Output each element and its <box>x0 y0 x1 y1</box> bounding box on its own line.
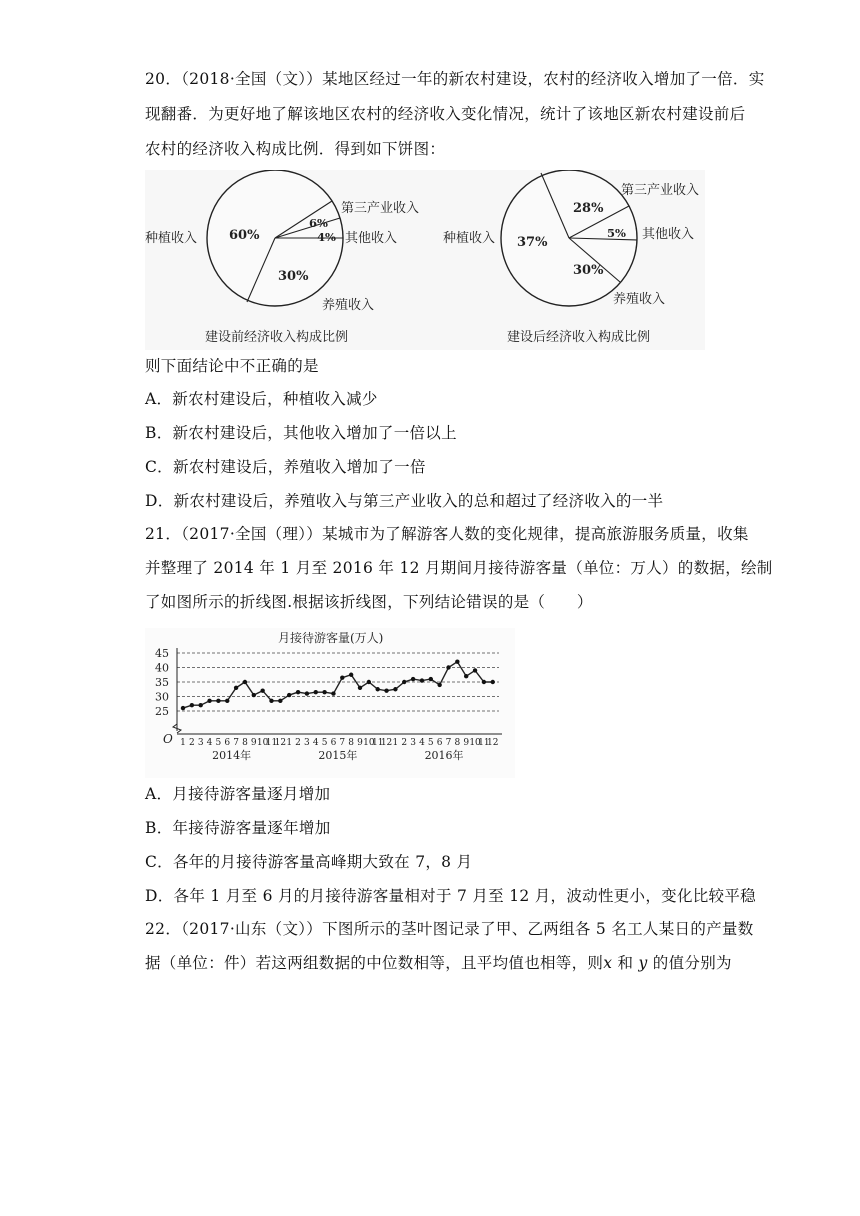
q20-line-2: 现翻番．为更好地了解该地区农村的经济收入变化情况，统计了该地区新农村建设前后 <box>145 105 746 123</box>
x-tick-label: 7 <box>445 738 452 748</box>
data-point <box>491 680 495 684</box>
data-point <box>455 660 459 664</box>
data-point <box>376 687 380 691</box>
x-tick-label: 12 <box>380 738 393 748</box>
variable-y: y <box>638 954 648 972</box>
data-point <box>260 689 264 693</box>
data-point <box>199 703 203 707</box>
q21-line-3: 了如图所示的折线图.根据该折线图，下列结论错误的是（ ） <box>145 593 593 611</box>
data-point <box>384 689 388 693</box>
pie2-value-disan: 28% <box>573 201 604 216</box>
x-tick-label: 3 <box>304 738 310 748</box>
x-tick-label: 5 <box>321 738 328 748</box>
year-label: 2016年 <box>424 749 464 762</box>
q22-line-2-prefix: 据（单位：件）若这两组数据的中位数相等，且平均值也相等，则 <box>145 954 604 972</box>
pie1-title: 建设前经济收入构成比例 <box>205 330 349 345</box>
x-tick-label: 9 <box>463 738 470 748</box>
data-point <box>402 680 406 684</box>
x-tick-label: 4 <box>312 738 319 748</box>
data-point <box>482 680 486 684</box>
x-tick-label: 4 <box>206 738 213 748</box>
x-tick-label: 2 <box>295 738 301 748</box>
pie1-label-qita: 其他收入 <box>345 231 398 246</box>
x-tick-label: 9 <box>357 738 363 748</box>
x-tick-label: 1 <box>286 738 293 748</box>
pie2-label-qita: 其他收入 <box>642 227 695 242</box>
x-tick-label: 3 <box>197 738 204 748</box>
pie2-label-yangzhi: 养殖收入 <box>613 292 666 307</box>
pie1-value-yangzhi: 30% <box>278 269 309 284</box>
data-point <box>287 693 291 697</box>
q20-line-3: 农村的经济收入构成比例．得到如下饼图： <box>145 140 446 158</box>
x-tick-label: 1 <box>180 738 186 748</box>
pie1-label-disan: 第三产业收入 <box>341 201 420 216</box>
variable-x: x <box>603 954 613 972</box>
x-tick-label: 6 <box>224 738 231 748</box>
data-point <box>181 706 185 710</box>
x-tick-label: 5 <box>427 738 434 748</box>
x-tick-label: 6 <box>436 738 443 748</box>
pie2-value-zhongzhi: 37% <box>517 235 548 250</box>
pie1-label-zhongzhi: 种植收入 <box>145 231 198 246</box>
pie2-value-yangzhi: 30% <box>573 263 604 278</box>
x-tick-label: 11 <box>265 738 278 748</box>
x-tick-label: 11 <box>371 738 384 748</box>
x-tick-label: 9 <box>250 738 257 748</box>
x-tick-label: 6 <box>330 738 337 748</box>
pie1-label-yangzhi: 养殖收入 <box>322 298 375 313</box>
q21-option-b: B．年接待游客量逐年增加 <box>145 819 331 837</box>
pie2-value-qita: 5% <box>607 226 626 240</box>
x-tick-label: 10 <box>363 738 375 748</box>
x-tick-label: 2 <box>401 738 408 748</box>
data-point <box>473 668 477 672</box>
data-point <box>269 699 273 703</box>
data-point <box>437 683 441 687</box>
x-tick-label: 8 <box>242 738 248 748</box>
data-point <box>305 691 309 695</box>
y-tick-label: 30 <box>155 690 169 704</box>
q21-option-d: D．各年 1 月至 6 月的月接待游客量相对于 7 月至 12 月，波动性更小，变化比较平稳 <box>145 887 756 905</box>
data-point <box>243 680 247 684</box>
q20-option-a: A．新农村建设后，种植收入减少 <box>145 390 378 408</box>
data-point <box>216 699 220 703</box>
data-point <box>411 677 415 681</box>
year-label: 2015年 <box>318 749 358 762</box>
data-point <box>367 680 371 684</box>
pie1-value-disan: 6% <box>309 216 328 230</box>
q21-option-c: C．各年的月接待游客量高峰期大致在 7，8 月 <box>145 853 473 871</box>
x-tick-label: 4 <box>419 738 425 748</box>
q20-line-1: 20．（2018·全国（文））某地区经过一年的新农村建设，农村的经济收入增加了一倍．实 <box>145 70 765 88</box>
data-point <box>464 674 468 678</box>
data-point <box>252 693 256 697</box>
pie2-label-zhongzhi: 种植收入 <box>443 231 496 246</box>
x-tick-label: 12 <box>274 738 287 748</box>
q20-option-b: B．新农村建设后，其他收入增加了一倍以上 <box>145 424 457 442</box>
data-point <box>190 703 194 707</box>
y-tick-label: 45 <box>155 647 169 660</box>
x-tick-label: 7 <box>339 738 346 748</box>
q21-line-1: 21．（2017·全国（理））某城市为了解游客人数的变化规律，提高旅游服务质量，收集 <box>145 525 749 543</box>
q22-line-2-suffix: 的值分别为 <box>647 954 732 972</box>
pie2-title: 建设后经济收入构成比例 <box>507 330 651 345</box>
data-point <box>278 699 282 703</box>
q21-option-a: A．月接待游客量逐月增加 <box>145 785 331 803</box>
y-tick-label: 25 <box>155 705 169 718</box>
data-point <box>429 677 433 681</box>
line-chart-figure <box>145 628 515 778</box>
data-point <box>314 690 318 694</box>
pie-chart-figure <box>145 170 705 350</box>
data-point <box>358 686 362 690</box>
year-label: 2014年 <box>212 749 252 762</box>
q22-line-2 <box>145 952 732 974</box>
x-tick-label: 1 <box>392 738 399 748</box>
pie1-value-zhongzhi: 60% <box>229 228 260 243</box>
origin-label: O <box>163 732 173 746</box>
data-point <box>393 687 397 691</box>
data-point <box>331 691 335 695</box>
x-tick-label: 11 <box>478 738 490 748</box>
data-point <box>420 678 424 682</box>
q20-question: 则下面结论中不正确的是 <box>145 357 319 375</box>
x-tick-label: 8 <box>454 738 461 748</box>
x-tick-label: 10 <box>256 738 269 748</box>
x-tick-label: 3 <box>410 738 416 748</box>
pie1-value-qita: 4% <box>317 230 336 244</box>
q20-option-d: D．新农村建设后，养殖收入与第三产业收入的总和超过了经济收入的一半 <box>145 492 664 510</box>
x-tick-label: 2 <box>188 738 195 748</box>
data-point <box>340 675 344 679</box>
data-point <box>322 690 326 694</box>
line-chart-title: 月接待游客量(万人) <box>278 631 384 645</box>
x-tick-label: 10 <box>469 738 481 748</box>
data-point <box>225 699 229 703</box>
data-point <box>446 665 450 669</box>
data-point <box>207 699 211 703</box>
data-point <box>349 673 353 677</box>
q22-and: 和 <box>612 954 639 972</box>
x-tick-label: 8 <box>348 738 355 748</box>
x-tick-label: 5 <box>215 738 222 748</box>
pie2-label-disan: 第三产业收入 <box>621 183 700 198</box>
y-tick-label: 40 <box>155 661 169 675</box>
x-tick-label: 7 <box>233 738 239 748</box>
data-point <box>234 686 238 690</box>
data-point <box>296 690 300 694</box>
q22-line-1: 22．（2017·山东（文））下图所示的茎叶图记录了甲、乙两组各 5 名工人某日的产量数 <box>145 920 754 938</box>
q21-line-2: 并整理了 2014 年 1 月至 2016 年 12 月期间月接待游客量（单位：万人）的数据，绘制 <box>145 559 773 577</box>
q20-option-c: C．新农村建设后，养殖收入增加了一倍 <box>145 458 426 476</box>
y-tick-label: 35 <box>155 676 169 689</box>
x-tick-label: 12 <box>487 738 499 748</box>
